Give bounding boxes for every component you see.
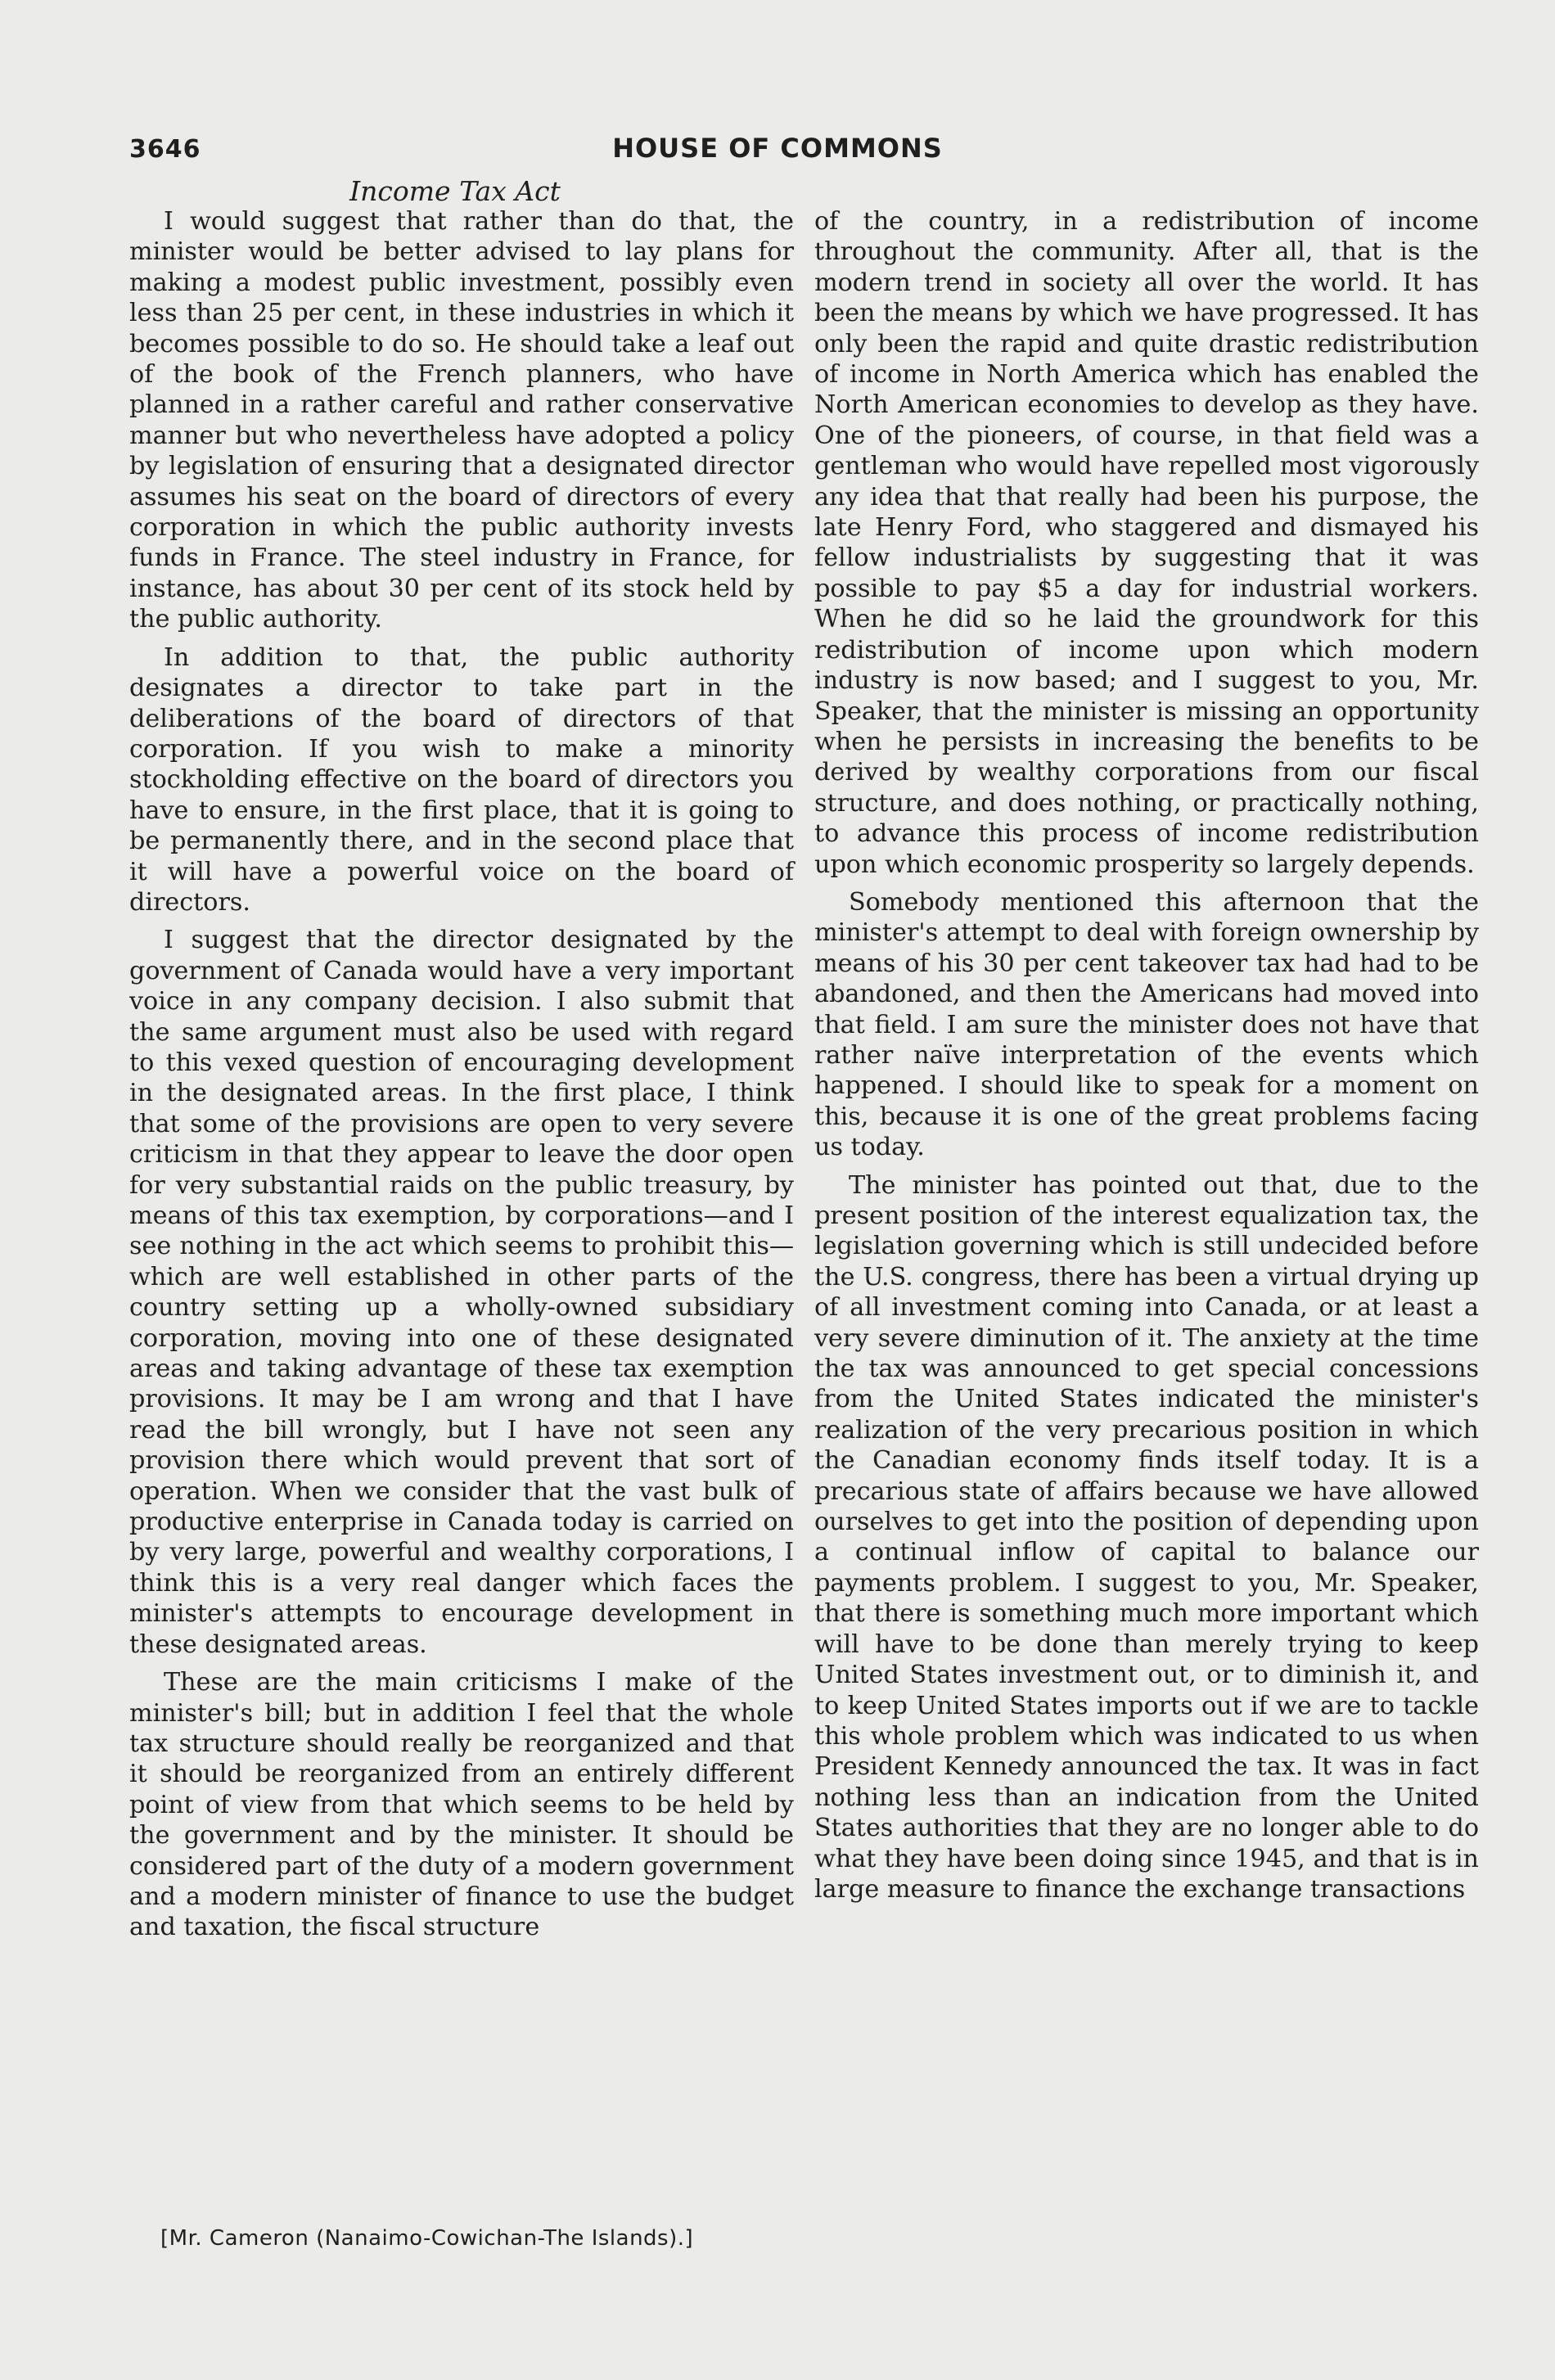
paragraph: I suggest that the director designated by the government of Canada would have a very important voice in any company decision. I also submit that the same argument must also be used with regard to this vexed question of encouraging development in the designated areas. In the first place, I think that some of the provisions are open to very severe criticism in that they appear to leave the door open for very substantial raids on the public treasury, by means of this tax exemption, by corporations—and I see nothing in the act which seems to prohibit this—which are well established in other parts of the country setting up a wholly-owned subsidiary corporation, moving into one of these designated areas and taking advantage of these tax exemption provisions. It may be I am wrong and that I have read the bill wrongly, but I have not seen any provision there which would prevent that sort of operation. When we consider that the vast bulk of productive enterprise in Canada today is carried on by very large, powerful and wealthy corporations, I think this is a very real danger which faces the minister's attempts to encourage development in these designated areas. <box>129 926 794 1659</box>
paragraph: Somebody mentioned this afternoon that the minister's attempt to deal with foreign ownership by means of his 30 per cent takeover tax had had to be abandoned, and then the Americans had moved into that field. I am sure the minister does not have that rather naïve interpretation of the events which happened. I should like to speak for a moment on this, because it is one of the great problems facing us today. <box>814 887 1479 1162</box>
section-title: Income Tax Act <box>349 175 561 207</box>
speaker-attribution: [Mr. Cameron (Nanaimo-Cowichan-The Islands).] <box>160 2226 694 2251</box>
paragraph: I would suggest that rather than do that, the minister would be better advised to lay plans for making a modest public investment, possibly even less than 25 per cent, in these industries in which it becomes possible to do so. He should take a leaf out of the book of the French planners, who have planned in a rather careful and rather conservative manner but who nevertheless have adopted a policy by legislation of ensuring that a designated director assumes his seat on the board of directors of every corporation in which the public authority invests funds in France. The steel industry in France, for instance, has about 30 per cent of its stock held by the public authority. <box>129 207 794 634</box>
running-head: HOUSE OF COMMONS <box>612 133 943 164</box>
paragraph: In addition to that, the public authority designates a director to take part in the deliberations of the board of directors of that corporation. If you wish to make a minority stockholding effective on the board of directors you have to ensure, in the first place, that it is going to be permanently there, and in the second place that it will have a powerful voice on the board of directors. <box>129 642 794 917</box>
page-number: 3646 <box>129 135 201 164</box>
left-column <box>129 206 794 1950</box>
paragraph: of the country, in a redistribution of income throughout the community. After all, that is the modern trend in society all over the world. It has been the means by which we have progressed. It has only been the rapid and quite drastic redistribution of income in North America which has enabled the North American economies to develop as they have. One of the pioneers, of course, in that field was a gentleman who would have repelled most vigorously any idea that that really had been his purpose, the late Henry Ford, who staggered and dismayed his fellow industrialists by suggesting that it was possible to pay $5 a day for industrial workers. When he did so he laid the groundwork for this redistribution of income upon which modern industry is now based; and I suggest to you, Mr. Speaker, that the minister is missing an opportunity when he persists in increasing the benefits to be derived by wealthy corporations from our fiscal structure, and does nothing, or practically nothing, to advance this process of income redistribution upon which economic prosperity so largely depends. <box>814 207 1479 879</box>
right-column <box>814 206 1479 1912</box>
paragraph: The minister has pointed out that, due to the present position of the interest equalization tax, the legislation governing which is still undecided before the U.S. congress, there has been a virtual drying up of all investment coming into Canada, or at least a very severe diminution of it. The anxiety at the time the tax was announced to get special concessions from the United States indicated the minister's realization of the very precarious position in which the Canadian economy finds itself today. It is a precarious state of affairs because we have allowed ourselves to get into the position of depending upon a continual inflow of capital to balance our payments problem. I suggest to you, Mr. Speaker, that there is something much more important which will have to be done than merely trying to keep United States investment out, or to diminish it, and to keep United States imports out if we are to tackle this whole problem which was indicated to us when President Kennedy announced the tax. It was in fact nothing less than an indication from the United States authorities that they are no longer able to do what they have been doing since 1945, and that is in large measure to finance the exchange transactions <box>814 1170 1479 1904</box>
paragraph: These are the main criticisms I make of the minister's bill; but in addition I feel that the whole tax structure should really be reorganized and that it should be reorganized from an entirely different point of view from that which seems to be held by the government and by the minister. It should be considered part of the duty of a modern government and a modern minister of finance to use the budget and taxation, the fiscal structure <box>129 1668 794 1942</box>
